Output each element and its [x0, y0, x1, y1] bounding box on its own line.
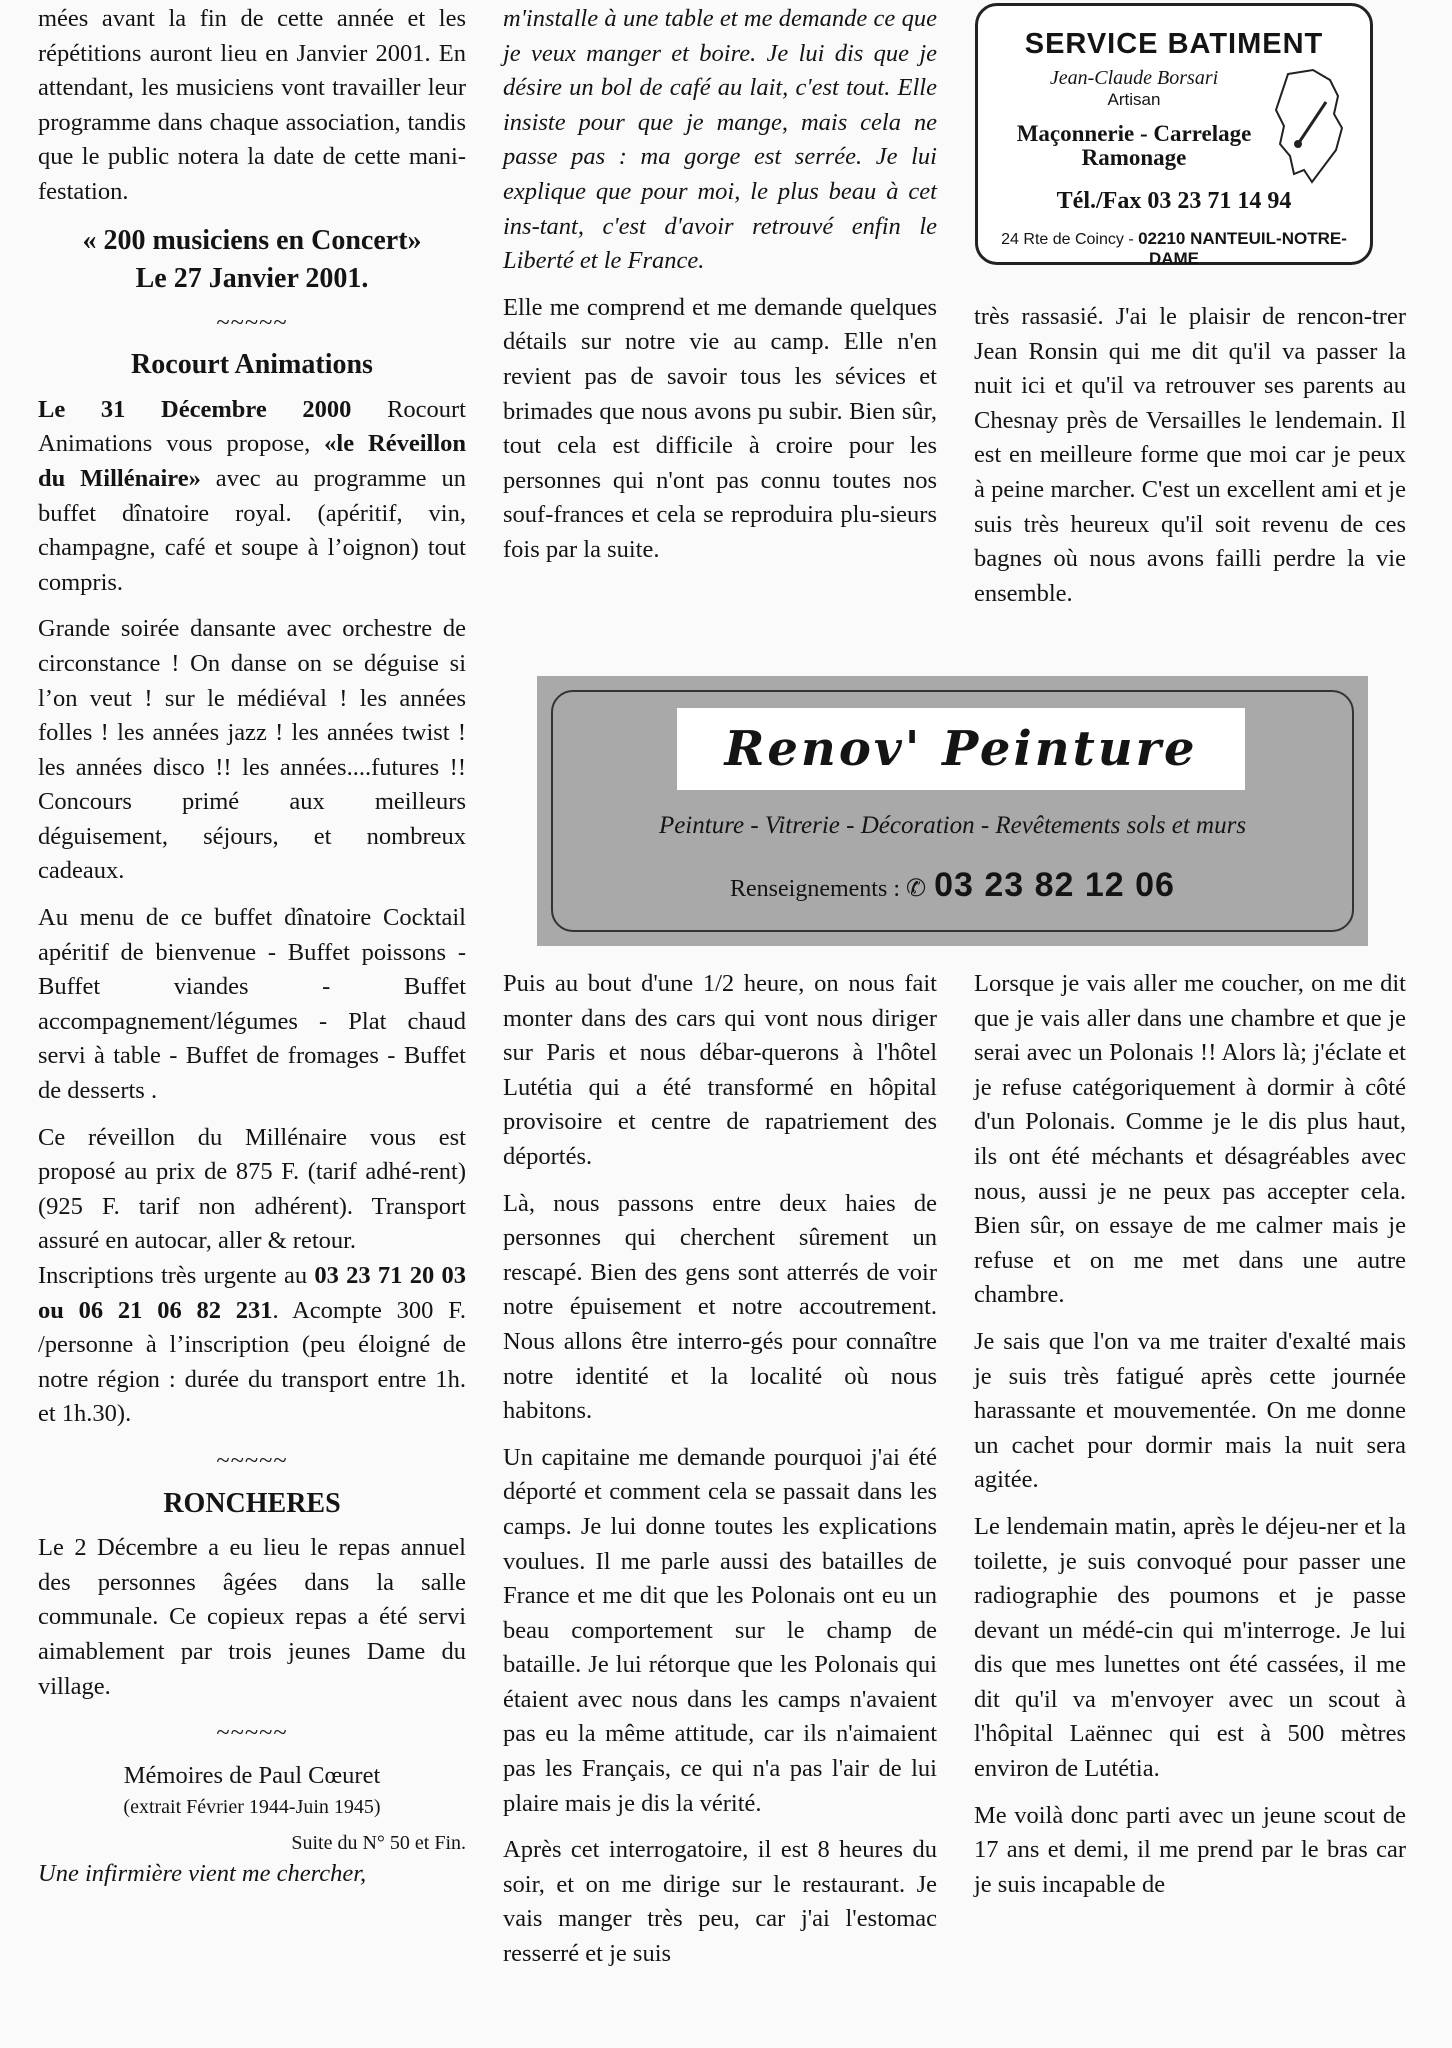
paragraph: mées avant la fin de cette année et les répétitions auront lieu en Janvier 2001. En attendant, les musiciens vont travailler leur programme dans chaque association, tandis que le public notera la date de cette mani-festation.: [38, 5, 466, 205]
paragraph: Me voilà donc parti avec un jeune scout de 17 ans et demi, il me prend par le bras car je suis incapable de: [974, 1801, 1406, 1898]
heading-roncheres: RONCHERES: [163, 1487, 341, 1519]
ad-phone: [553, 866, 1352, 905]
paragraph: Au menu de ce buffet dînatoire Cocktail apéritif de bienvenue - Buffet poissons - Buffet viandes - Buffet accompagnement/légumes - Plat chaud servi à table - Buffet de fromages - Buffet de desserts .: [38, 904, 466, 1105]
rocourt-text-2: avec au programme un buffet dînatoire royal. (apéritif, vin, champagne, café et soupe à l’oignon) tout compris.: [38, 464, 466, 596]
last-line: Une infirmière vient me chercher,: [38, 1860, 367, 1888]
paragraph: très rassasié. J'ai le plaisir de rencon-trer Jean Ronsin qui me dit qu'il va passer la nuit ici et qu'il va retrouver ses parents au Chesnay près de Versailles le lendemain. Il est en meilleure forme que moi car je peux à peine marcher. C'est un excellent ami et je suis très heureux qu'il soit revenu de ces bagnes où nous avons failli perdre la vie ensemble.: [974, 303, 1406, 607]
paragraph: Ce réveillon du Millénaire vous est proposé au prix de 875 F. (tarif adhé-rent) (925 F. tarif non adhérent). Transport assuré en autocar, aller & retour.: [38, 1123, 466, 1255]
paragraph: Lorsque je vais aller me coucher, on me dit que je vais aller dans une chambre et que je serai avec un Polonais !! Alors là; j'éclate et je refuse catégoriquement à dormir à côté d'un Polonais. Comme je le dis plus haut, ils ont été méchants et désagréables avec nous, aussi je ne peux pas accepter cela. Bien sûr, on essaye de me calmer mais je refuse et on me met dans une autre chambre.: [974, 970, 1406, 1309]
department-map-icon: [1268, 66, 1348, 186]
ad-services: Peinture - Vitrerie - Décoration - Revêtements sols et murs: [658, 812, 1247, 839]
paragraph: Un capitaine me demande pourquoi j'ai été déporté et comment cela se passait dans les camps. Je lui donne toutes les explications voulues. Il me parle aussi des batailles de France et me dit que les Polonais ont eu un beau comportement sur le champ de bataille. Je lui rétorque que les Polonais qui étaient avec nous dans les camps n'avaient pas eu la même attitude, car ils n'aimaient pas les Français, ce qui n'a pas l'air de lui plaire mais je dis la vérité.: [503, 1443, 937, 1817]
ad-services: Maçonnerie - Carrelage Ramonage: [1016, 121, 1252, 170]
memoires-title: Mémoires de Paul Cœuret: [123, 1761, 381, 1789]
memoires-subtitle: (extrait Février 1944-Juin 1945): [123, 1796, 381, 1819]
paragraph: m'installe à une table et me demande ce que je veux manger et boire. Je lui dis que je désire un bol de café au lait, c'est tout. Elle insiste pour que je mange, mais cela ne passe pas : ma gorge est serrée. Je lui explique que pour moi, le plus beau à cet ins-tant, c'est d'avoir retrouvé enfin le Liberté et le France.: [503, 5, 937, 275]
column-1: [38, 2, 466, 1892]
paragraph: Le 2 Décembre a eu lieu le repas annuel des personnes âgées dans la salle communale. Ce copieux repas a été servi aimablement par trois jeunes Dame du village.: [38, 1534, 466, 1700]
inscription-paragraph: [38, 1259, 466, 1432]
insc-text: Inscriptions très urgente au: [38, 1262, 315, 1289]
ad-phone-number: 03 23 82 12 06: [934, 866, 1175, 904]
ad-renov-peinture: [537, 676, 1368, 946]
column-2-bottom: [503, 967, 937, 1984]
paragraph: Grande soirée dansante avec orchestre de circonstance ! On danse on se déguise si l’on veut ! sur le médiéval ! les années folles ! les années jazz ! les années twist ! les années disco !! les années....futures !! Concours primé aux meilleurs déguisement, séjours, et nombreux cadeaux.: [38, 615, 466, 885]
heading-rocourt: Rocourt Animations: [131, 349, 373, 381]
phone-icon: Renseignements : ✆: [730, 876, 927, 902]
ad-address: [978, 229, 1370, 269]
rocourt-date: Le 31 Décembre 2000: [38, 395, 352, 423]
paragraph: Je sais que l'on va me traiter d'exalté mais je suis très fatigué après cette journée harassante et mouvementée. On me donne un cachet pour dormir mais la nuit sera agitée.: [974, 1327, 1406, 1494]
separator: ~~~~~: [216, 1719, 288, 1747]
ad-title: SERVICE BATIMENT: [1024, 28, 1324, 60]
ad-address-town: 02210 NANTEUIL-NOTRE-DAME: [1138, 229, 1347, 268]
paragraph: Puis au bout d'une 1/2 heure, on nous fait monter dans des cars qui vont nous diriger sur Paris et nous débar-querons à l'hôtel Lutétia qui a été transformé en hôpital provisoire et centre de rapatriement des déportés.: [503, 970, 937, 1170]
column-2: [503, 2, 937, 580]
rocourt-paragraph: [38, 393, 466, 601]
paragraph: Le lendemain matin, après le déjeu-ner et la toilette, je suis convoqué pour passer une radiographie des poumons et je passe devant un médé-cin qui m'interroge. Je lui dis que mes lunettes ont été cassées, il me dit qu'il va m'envoyer avec un scout à l'hôpital Laënnec qui est à 500 mètres environ de Lutétia.: [974, 1512, 1406, 1783]
separator: ~~~~~: [216, 308, 288, 336]
ad-logo: Renov' Peinture: [677, 708, 1245, 790]
ad-phone: Tél./Fax 03 23 71 14 94: [1056, 188, 1292, 214]
column-3-bottom: [974, 967, 1406, 1914]
column-3: [974, 300, 1406, 623]
ad-frame: [551, 690, 1354, 932]
separator: ~~~~~: [216, 1446, 288, 1474]
suite-note: Suite du N° 50 et Fin.: [291, 1832, 466, 1855]
concert-title: « 200 musiciens en Concert»: [82, 224, 422, 256]
rocourt-event: «le Réveillon du Millénaire»: [38, 430, 467, 492]
insc-text-2: . Acompte 300 F. /personne à l’inscription (peu éloigné de notre région : durée du transport entre 1h. et 1h.30).: [38, 1296, 466, 1428]
paragraph: Elle me comprend et me demande quelques détails sur notre vie au camp. Elle n'en revient pas de savoir tous les sévices et brimades que nous avons pu subir. Bien sûr, tout cela est difficile à croire pour les personnes qui n'ont pas connu toutes nos souf-frances et cela se reproduira plu-sieurs fois par la suite.: [503, 293, 937, 563]
paragraph: Là, nous passons entre deux haies de personnes qui cherchent sûrement un rescapé. Bien des gens sont atterrés de voir notre épuisement et notre accoutrement. Nous allons être interro-gés pour connaître notre identité et la localité où nous habitons.: [503, 1189, 937, 1425]
ad-address-street: 24 Rte de Coincy -: [1001, 231, 1139, 248]
ad-service-batiment: [975, 3, 1373, 268]
ad-role: Artisan: [1107, 90, 1161, 109]
rocourt-text: Rocourt Animations vous propose,: [38, 395, 466, 458]
concert-date: Le 27 Janvier 2001.: [135, 262, 369, 294]
insc-phones: 03 23 71 20 03 ou 06 21 06 82 231: [38, 1262, 467, 1324]
paragraph: Après cet interrogatoire, il est 8 heures du soir, et on me dirige sur le restaurant. Je vais manger très peu, car j'ai l'estomac resserré et je suis: [503, 1836, 937, 1968]
ad-name: Jean-Claude Borsari: [1049, 67, 1219, 89]
